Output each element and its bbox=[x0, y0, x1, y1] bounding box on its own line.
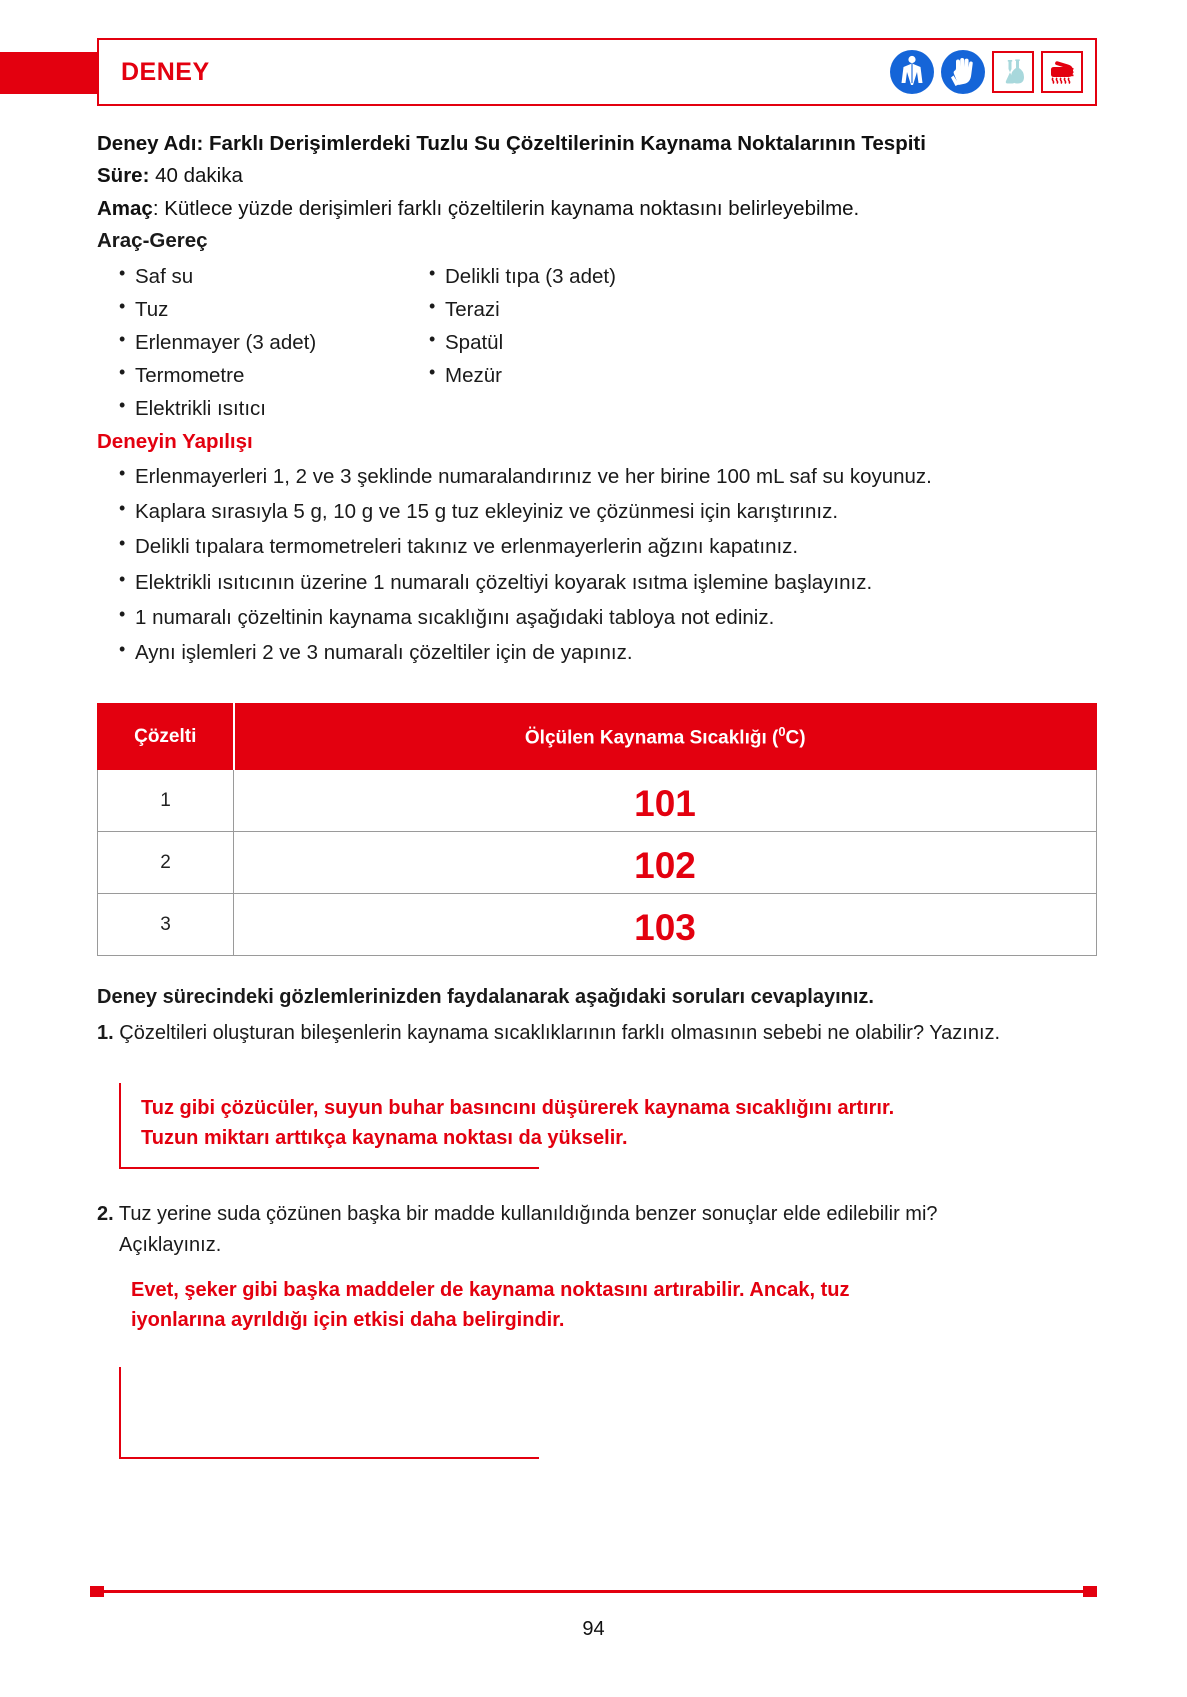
measured-temperature[interactable]: 101 bbox=[234, 770, 1097, 832]
list-item: • Aynı işlemleri 2 ve 3 numaralı çözeltiler için de yapınız. bbox=[97, 636, 1097, 669]
measured-temperature[interactable]: 103 bbox=[234, 894, 1097, 956]
glassware-icon bbox=[992, 51, 1034, 93]
answer-2-line-1: Evet, şeker gibi başka maddeler de kaynama noktasını artırabilir. Ancak, tuz bbox=[131, 1279, 850, 1302]
question-2-number: 2. bbox=[97, 1203, 114, 1226]
question-2-text-continued: Açıklayınız. bbox=[119, 1234, 222, 1257]
materials-column-left bbox=[97, 260, 407, 426]
list-item: • 1 numaralı çözeltinin kaynama sıcaklığını aşağıdaki tabloya not ediniz. bbox=[97, 601, 1097, 634]
materials-columns bbox=[97, 258, 1097, 426]
footer-rule bbox=[90, 1586, 1097, 1596]
answer-2-text bbox=[97, 1265, 1097, 1335]
table-header-temperature bbox=[234, 704, 1097, 770]
procedure-heading: Deneyin Yapılışı bbox=[97, 429, 253, 453]
duration-value: 40 dakika bbox=[155, 164, 243, 188]
question-2-text: Tuz yerine suda çözünen başka bir madde kullanıldığında benzer sonuçlar elde edilebilir mi? bbox=[118, 1203, 938, 1226]
question-1-text: Çözeltileri oluşturan bileşenlerin kaynama sıcaklıklarının farklı olmasının sebebi ne olabilir? Yazınız. bbox=[119, 1022, 1001, 1045]
experiment-name-value: Farklı Derişimlerdeki Tuzlu Su Çözeltilerinin Kaynama Noktalarının Tespiti bbox=[209, 132, 926, 155]
lab-coat-icon bbox=[890, 50, 934, 94]
list-item: • Saf su bbox=[97, 260, 407, 293]
answer-1-left-rule bbox=[119, 1083, 121, 1169]
list-item: • Erlenmayer (3 adet) bbox=[97, 326, 407, 359]
page-footer bbox=[90, 1586, 1097, 1641]
duration-row bbox=[97, 160, 1097, 192]
question-2 bbox=[97, 1199, 1097, 1261]
safety-icon-group bbox=[890, 50, 1083, 94]
experiment-name-row bbox=[97, 128, 1097, 160]
list-item: • Spatül bbox=[407, 326, 1097, 359]
measured-temperature[interactable]: 102 bbox=[234, 832, 1097, 894]
experiment-name-label: Deney Adı: bbox=[97, 132, 204, 155]
page-number: 94 bbox=[582, 1618, 605, 1640]
experiment-info bbox=[0, 128, 1187, 669]
answer-1-line-1: Tuz gibi çözücüler, suyun buhar basıncını düşürerek kaynama sıcaklığını artırır. bbox=[141, 1097, 895, 1120]
question-1-number: 1. bbox=[97, 1022, 114, 1045]
table-header-temperature-post: C) bbox=[785, 727, 806, 749]
list-item: • Termometre bbox=[97, 359, 407, 392]
footer-bar bbox=[90, 1590, 1097, 1593]
answer-1-bottom-rule bbox=[119, 1167, 539, 1169]
list-item: • Delikli tıpalara termometreleri takınız ve erlenmayerlerin ağzını kapatınız. bbox=[97, 530, 1097, 563]
questions-section bbox=[97, 982, 1097, 1459]
table-header-temperature-pre: Ölçülen Kaynama Sıcaklığı ( bbox=[524, 727, 779, 749]
purpose-value: : Kütlece yüzde derişimleri farklı çözeltilerin kaynama noktasını belirleyebilme. bbox=[152, 196, 860, 220]
list-item: • Elektrikli ısıtıcı bbox=[97, 392, 407, 425]
materials-heading: Araç-Gereç bbox=[97, 229, 208, 253]
results-table bbox=[97, 703, 1097, 956]
answer-1-line-2: Tuzun miktarı arttıkça kaynama noktası da yükselir. bbox=[141, 1127, 628, 1150]
answer-2-area[interactable] bbox=[119, 1367, 1097, 1459]
duration-label: Süre: bbox=[97, 164, 150, 188]
list-item: • Mezür bbox=[407, 359, 1097, 392]
table-row bbox=[98, 770, 1097, 832]
table-header-solution: Çözelti bbox=[98, 704, 234, 770]
questions-intro: Deney sürecindeki gözlemlerinizden faydalanarak aşağıdaki soruları cevaplayınız. bbox=[97, 986, 874, 1009]
degree-superscript: 0 bbox=[778, 724, 786, 740]
answer-2-left-rule bbox=[119, 1367, 121, 1459]
list-item: • Delikli tıpa (3 adet) bbox=[407, 260, 1097, 293]
experiment-header bbox=[0, 38, 1097, 106]
hot-surface-icon bbox=[1041, 51, 1083, 93]
table-header-row bbox=[98, 704, 1097, 770]
list-item: • Kaplara sırasıyla 5 g, 10 g ve 15 g tuz ekleyiniz ve çözünmesi için karıştırınız. bbox=[97, 495, 1097, 528]
worksheet-page bbox=[0, 38, 1187, 1697]
list-item: • Terazi bbox=[407, 293, 1097, 326]
solution-index: 2 bbox=[98, 832, 234, 894]
answer-2-bottom-rule bbox=[119, 1457, 539, 1459]
solution-index: 1 bbox=[98, 770, 234, 832]
results-table-wrapper bbox=[97, 703, 1097, 956]
list-item: • Elektrikli ısıtıcının üzerine 1 numaralı çözeltiyi koyarak ısıtma işlemine başlayınız. bbox=[97, 566, 1097, 599]
answer-1-area[interactable] bbox=[119, 1083, 1097, 1169]
purpose-row bbox=[97, 193, 1097, 225]
header-red-tab bbox=[0, 52, 110, 94]
procedure-steps bbox=[97, 460, 1097, 669]
safety-gloves-icon bbox=[941, 50, 985, 94]
list-item: • Erlenmayerleri 1, 2 ve 3 şeklinde numaralandırınız ve her birine 100 mL saf su koyunuz. bbox=[97, 460, 1097, 493]
footer-cap-right bbox=[1083, 1586, 1097, 1597]
question-1 bbox=[97, 1018, 1097, 1049]
table-row bbox=[98, 832, 1097, 894]
answer-1-text bbox=[119, 1083, 1097, 1169]
table-row bbox=[98, 894, 1097, 956]
header-box bbox=[97, 38, 1097, 106]
materials-column-right bbox=[407, 260, 1097, 426]
page-title: DENEY bbox=[121, 57, 210, 86]
purpose-label: Amaç bbox=[97, 196, 153, 220]
answer-2-line-2: iyonlarına ayrıldığı için etkisi daha belirgindir. bbox=[131, 1309, 565, 1332]
list-item: • Tuz bbox=[97, 293, 407, 326]
solution-index: 3 bbox=[98, 894, 234, 956]
